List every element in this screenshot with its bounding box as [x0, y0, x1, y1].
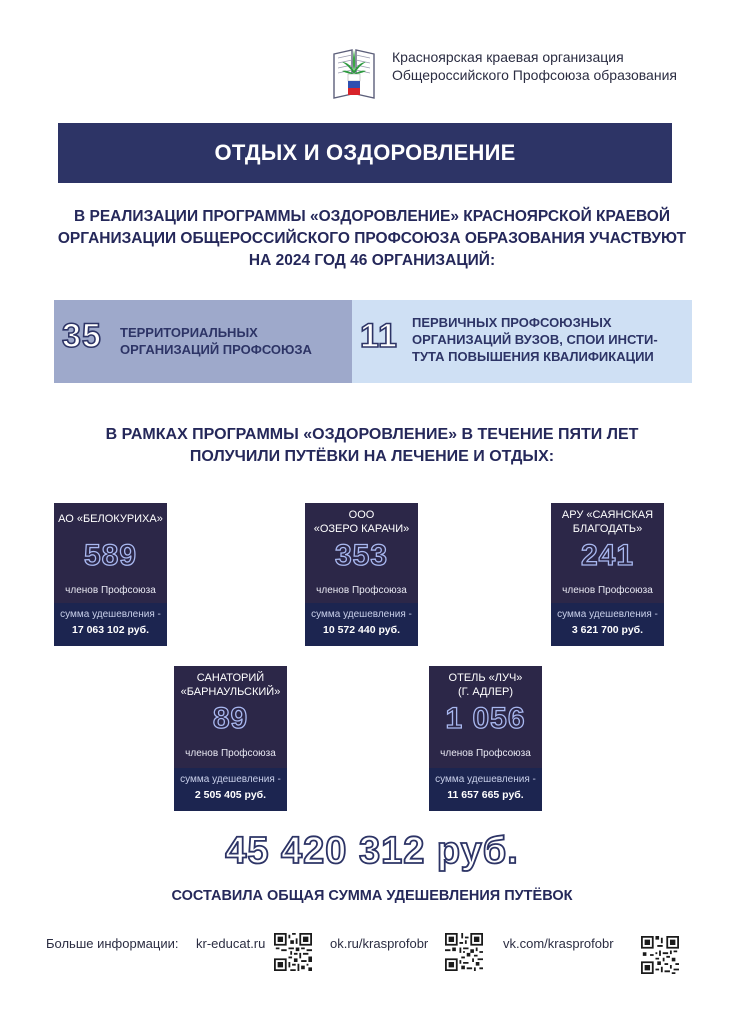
card-members: членов Профсоюза	[185, 748, 276, 759]
intro-line-1: В РЕАЛИЗАЦИИ ПРОГРАММЫ «ОЗДОРОВЛЕНИЕ» КРАСНОЯРСКОЙ КРАЕВОЙ	[74, 208, 670, 225]
card-name-line-2: (Г. АДЛЕР)	[457, 686, 514, 698]
stat-primary	[352, 300, 692, 383]
org-line-2: Общероссийского Профсоюза образования	[392, 67, 677, 83]
saving-amount: 11 657 665 руб.	[447, 789, 524, 801]
saving-label: сумма удешевления -	[60, 609, 161, 620]
card-name	[429, 671, 542, 699]
card-name-line-1: ООО	[348, 509, 375, 521]
card-name	[551, 508, 664, 536]
card-name: АО «БЕЛОКУРИХА»	[58, 513, 163, 525]
stat-label-line-2: ОРГАНИЗАЦИЙ ПРОФСОЮЗА	[120, 342, 312, 357]
link-kr-educat[interactable]: kr-educat.ru	[196, 936, 266, 951]
qr-code-icon[interactable]	[641, 936, 679, 974]
saving-label: сумма удешевления -	[311, 609, 412, 620]
subtitle	[40, 424, 704, 468]
saving-label: сумма удешевления -	[180, 774, 281, 785]
saving-label: сумма удешевления -	[557, 609, 658, 620]
card-name-line-2: «БАРНАУЛЬСКИЙ»	[180, 686, 281, 698]
card-name-line-1: АРУ «САЯНСКАЯ	[561, 509, 654, 521]
stat-number: 35	[62, 317, 102, 355]
intro-text	[40, 206, 704, 272]
card-saving	[54, 603, 167, 646]
stat-label-line-1: ТЕРРИТОРИАЛЬНЫХ	[120, 325, 258, 340]
subtitle-line-1: В РАМКАХ ПРОГРАММЫ «ОЗДОРОВЛЕНИЕ» В ТЕЧЕНИЕ ПЯТИ ЛЕТ	[105, 426, 639, 443]
stat-label-line-1: ПЕРВИЧНЫХ ПРОФСОЮЗНЫХ	[412, 315, 612, 330]
card-number: 589	[83, 539, 138, 572]
stat-label	[120, 324, 312, 358]
card-number: 89	[212, 702, 249, 735]
card-name-line-2: БЛАГОДАТЬ»	[572, 523, 643, 535]
title-band	[58, 123, 672, 183]
card-name-line-1: ОТЕЛЬ «ЛУЧ»	[448, 672, 523, 684]
org-line-1: Красноярская краевая организация	[392, 49, 624, 65]
saving-label: сумма удешевления -	[435, 774, 536, 785]
page-title: ОТДЫХ И ОЗДОРОВЛЕНИЕ	[214, 140, 516, 165]
card-ozero-karachi	[305, 503, 418, 646]
card-barnaulskiy	[174, 666, 287, 811]
qr-code-icon[interactable]	[274, 933, 312, 971]
card-members: членов Профсоюза	[316, 585, 407, 596]
intro-line-2: ОРГАНИЗАЦИИ ОБЩЕРОССИЙСКОГО ПРОФСОЮЗА ОБРАЗОВАНИЯ УЧАСТВУЮТ	[57, 230, 687, 247]
saving-amount: 17 063 102 руб.	[72, 624, 149, 636]
stat-number: 11	[360, 317, 398, 355]
card-name-line-2: «ОЗЕРО КАРАЧИ»	[313, 523, 410, 535]
stat-label-line-2: ОРГАНИЗАЦИЙ ВУЗОВ, СПОИ ИНСТИ-	[412, 332, 658, 347]
card-name-line-1: САНАТОРИЙ	[196, 672, 265, 684]
card-number: 1 056	[445, 702, 526, 735]
card-members: членов Профсоюза	[65, 585, 156, 596]
subtitle-line-2: ПОЛУЧИЛИ ПУТЁВКИ НА ЛЕЧЕНИЕ И ОТДЫХ:	[189, 448, 555, 465]
stat-territorial	[54, 300, 352, 383]
card-name	[174, 671, 287, 699]
link-vk[interactable]: vk.com/krasprofobr	[503, 936, 614, 951]
card-members: членов Профсоюза	[562, 585, 653, 596]
intro-line-3: НА 2024 ГОД 46 ОРГАНИЗАЦИЙ:	[248, 252, 496, 269]
card-hotel-luch	[429, 666, 542, 811]
link-ok[interactable]: ok.ru/krasprofobr	[330, 936, 429, 951]
card-saving	[551, 603, 664, 646]
card-number: 353	[334, 539, 389, 572]
saving-amount: 2 505 405 руб.	[194, 789, 267, 801]
stat-label	[412, 314, 658, 365]
union-logo-icon	[330, 44, 378, 100]
total-label: СОСТАВИЛА ОБЩАЯ СУММА УДЕШЕВЛЕНИЯ ПУТЁВОК	[171, 888, 573, 904]
card-members: членов Профсоюза	[440, 748, 531, 759]
qr-code-icon[interactable]	[445, 933, 483, 971]
card-saving	[174, 768, 287, 811]
stat-label-line-3: ТУТА ПОВЫШЕНИЯ КВАЛИФИКАЦИИ	[412, 349, 654, 364]
card-name	[305, 508, 418, 536]
card-number: 241	[580, 539, 635, 572]
organization-name	[392, 48, 677, 84]
saving-amount: 3 621 700 руб.	[571, 624, 644, 636]
card-belokurikha	[54, 503, 167, 646]
more-info-label: Больше информации:	[46, 936, 179, 951]
card-sayanskaya	[551, 503, 664, 646]
total-amount: 45 420 312 руб.	[225, 830, 519, 872]
card-saving	[305, 603, 418, 646]
card-saving	[429, 768, 542, 811]
saving-amount: 10 572 440 руб.	[323, 624, 400, 636]
